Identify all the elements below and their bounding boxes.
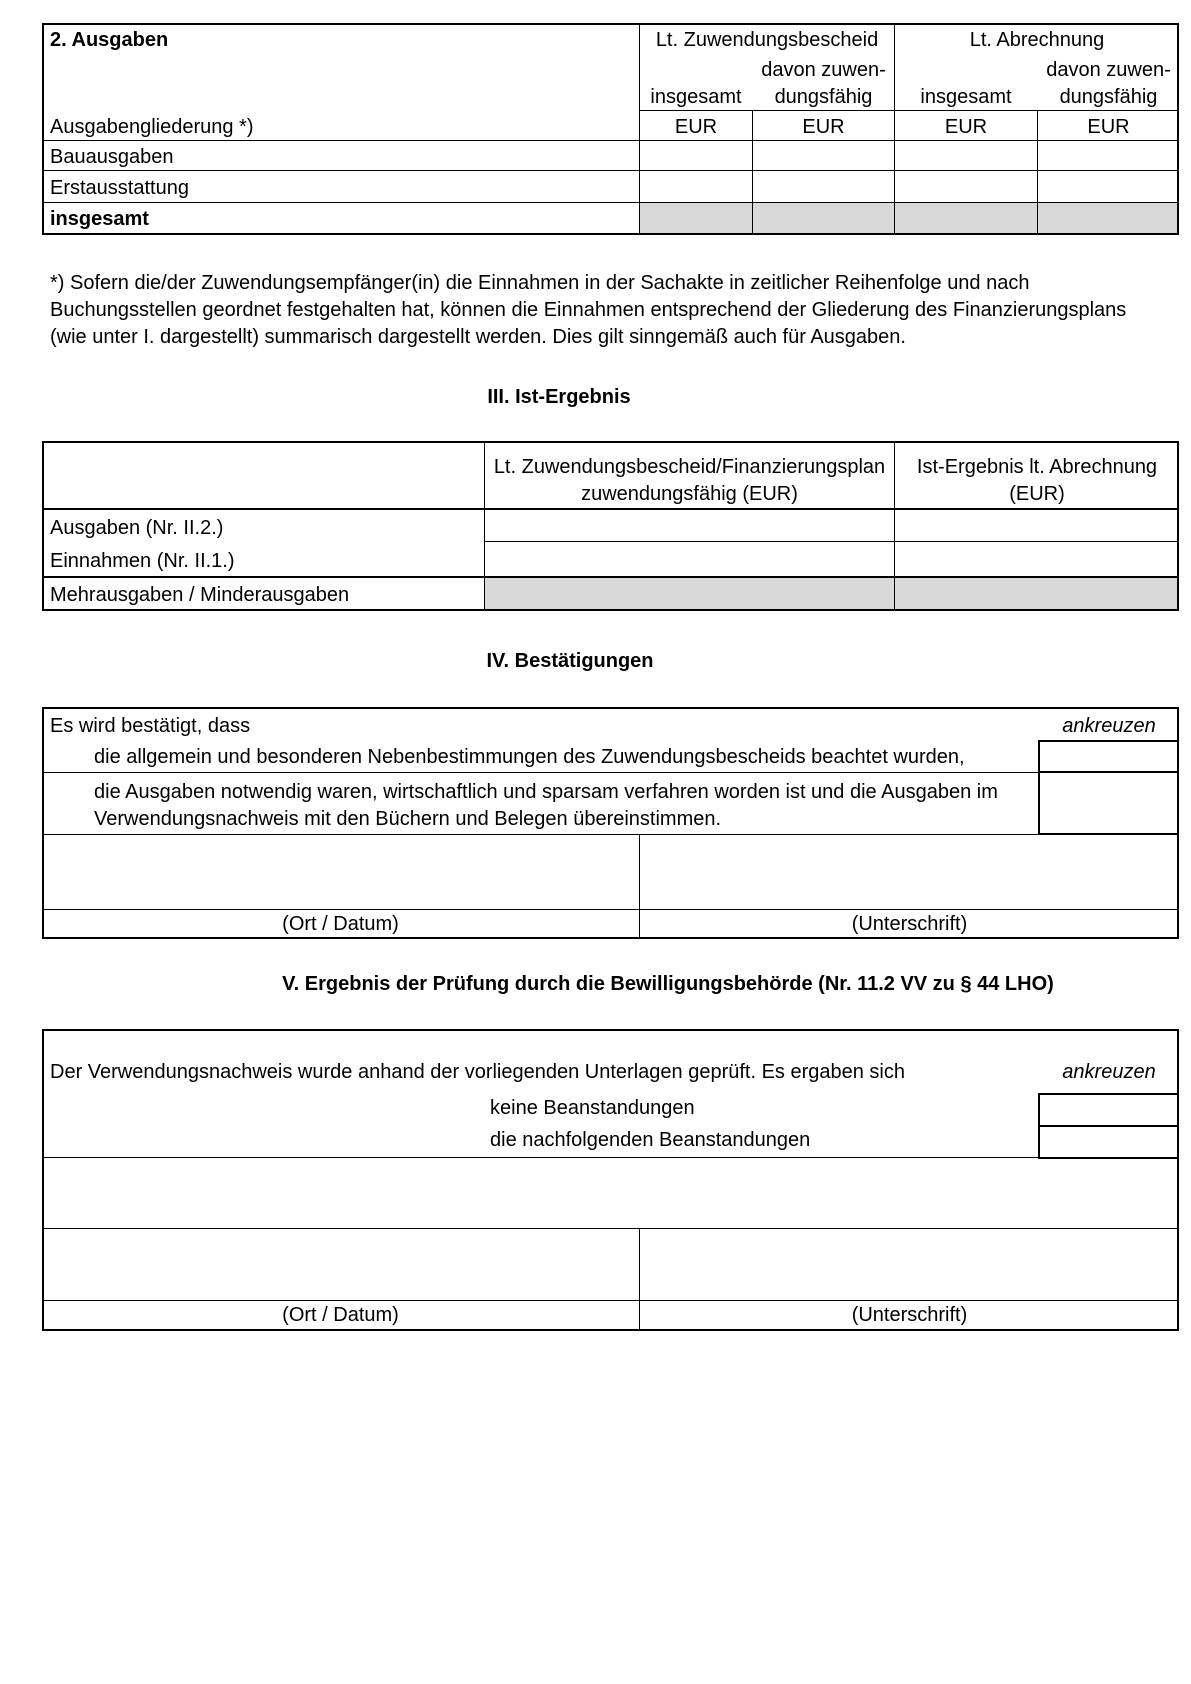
option-keine-beanstandungen: keine Beanstandungen xyxy=(490,1097,695,1119)
erstausstattung-bescheid-insgesamt-field[interactable] xyxy=(640,171,752,202)
footnote: *) Sofern die/der Zuwendungsempfänger(in) die Einnahmen in der Sachakte in zeitlicher Reihenfolge und nach Buchungsstellen geordnet festgehalten hat, können die Einnahmen entsprechend der Gliederung des Finanzierungsplans (wie unter I. dargestellt) summarisch dargestellt werden. Dies gilt sinngemäß auch für Ausgaben. xyxy=(50,272,1127,348)
ankreuzen-header: ankreuzen xyxy=(1062,1061,1156,1083)
group-header-bescheid: Lt. Zuwendungsbescheid xyxy=(655,29,879,51)
ausgaben-ist-field[interactable] xyxy=(895,510,1177,541)
ist-ergebnis-heading: III. Ist-Ergebnis xyxy=(487,386,631,408)
row-label-mehrausgaben: Mehrausgaben / Minderausgaben xyxy=(50,584,350,606)
group-header-abrechnung: Lt. Abrechnung xyxy=(969,29,1105,51)
checkbox-nachfolgende-beanstandungen[interactable] xyxy=(1038,1125,1179,1159)
row-label-ausgaben: Ausgaben (Nr. II.2.) xyxy=(50,517,224,539)
ort-datum-field[interactable] xyxy=(43,835,639,909)
einnahmen-ist-field[interactable] xyxy=(895,542,1177,576)
row-label-erstausstattung: Erstausstattung xyxy=(50,177,189,199)
ort-datum-field[interactable] xyxy=(43,1229,639,1300)
sub-header-davon-line2: dungsfähig xyxy=(1059,86,1158,108)
unterschrift-label: (Unterschrift) xyxy=(851,1304,968,1326)
col-header-ist-line1: Ist-Ergebnis lt. Abrechnung xyxy=(916,456,1158,478)
beanstandungen-field[interactable] xyxy=(43,1158,1177,1228)
bestaetigungen-heading: IV. Bestätigungen xyxy=(486,650,654,672)
sub-header-insgesamt: insgesamt xyxy=(920,86,1012,108)
option-nachfolgende-beanstandungen: die nachfolgenden Beanstandungen xyxy=(490,1129,811,1151)
unterschrift-label: (Unterschrift) xyxy=(851,913,968,935)
erstausstattung-abrechnung-zuwendungsfaehig-field[interactable] xyxy=(1038,171,1177,202)
unit-label: EUR xyxy=(1087,116,1130,138)
erstausstattung-bescheid-zuwendungsfaehig-field[interactable] xyxy=(753,171,894,202)
bauausgaben-abrechnung-insgesamt-field[interactable] xyxy=(895,141,1037,170)
sub-header-davon-line1: davon zuwen- xyxy=(761,59,886,81)
unterschrift-field[interactable] xyxy=(640,1229,1177,1300)
unit-label: EUR xyxy=(802,116,845,138)
unit-label: EUR xyxy=(674,116,718,138)
unit-label: EUR xyxy=(944,116,988,138)
sub-header-davon-line2: dungsfähig xyxy=(774,86,873,108)
section-title: 2. Ausgaben xyxy=(50,29,169,51)
col-header-bescheid-line1: Lt. Zuwendungsbescheid/Finanzierungsplan xyxy=(493,456,886,478)
pruefung-intro: Der Verwendungsnachweis wurde anhand der vorliegenden Unterlagen geprüft. Es ergaben sich xyxy=(50,1061,905,1083)
ort-datum-label: (Ort / Datum) xyxy=(282,913,399,935)
bauausgaben-abrechnung-zuwendungsfaehig-field[interactable] xyxy=(1038,141,1177,170)
bauausgaben-bescheid-zuwendungsfaehig-field[interactable] xyxy=(753,141,894,170)
bestaetigung-item-2-line1: die Ausgaben notwendig waren, wirtschaftlich und sparsam verfahren worden ist und die Ausgaben im xyxy=(94,781,998,803)
checkbox-keine-beanstandungen[interactable] xyxy=(1038,1093,1179,1127)
row-label-header: Ausgabengliederung *) xyxy=(50,116,254,138)
bestaetigung-item-2-line2: Verwendungsnachweis mit den Büchern und Belegen übereinstimmen. xyxy=(94,808,722,830)
row-label-einnahmen: Einnahmen (Nr. II.1.) xyxy=(50,550,235,572)
col-header-bescheid-line2: zuwendungsfähig (EUR) xyxy=(581,483,798,505)
checkbox-nebenbestimmungen[interactable] xyxy=(1038,740,1179,773)
erstausstattung-abrechnung-insgesamt-field[interactable] xyxy=(895,171,1037,202)
einnahmen-bescheid-field[interactable] xyxy=(485,542,894,576)
bestaetigung-intro: Es wird bestätigt, dass xyxy=(50,715,251,737)
bauausgaben-bescheid-insgesamt-field[interactable] xyxy=(640,141,752,170)
sub-header-insgesamt: insgesamt xyxy=(650,86,742,108)
ankreuzen-header: ankreuzen xyxy=(1062,715,1156,737)
ort-datum-label: (Ort / Datum) xyxy=(282,1304,399,1326)
bestaetigung-item-1: die allgemein und besonderen Nebenbestimmungen des Zuwendungsbescheids beachtet wurden, xyxy=(94,746,965,768)
row-label-total: insgesamt xyxy=(50,208,149,230)
row-label-bauausgaben: Bauausgaben xyxy=(50,146,174,168)
unterschrift-field[interactable] xyxy=(640,835,1177,909)
ausgaben-bescheid-field[interactable] xyxy=(485,510,894,541)
sub-header-davon-line1: davon zuwen- xyxy=(1046,59,1171,81)
pruefung-heading: V. Ergebnis der Prüfung durch die Bewilligungsbehörde (Nr. 11.2 VV zu § 44 LHO) xyxy=(282,973,1054,995)
col-header-ist-line2: (EUR) xyxy=(1009,483,1065,505)
checkbox-ausgaben-notwendig[interactable] xyxy=(1038,771,1179,835)
